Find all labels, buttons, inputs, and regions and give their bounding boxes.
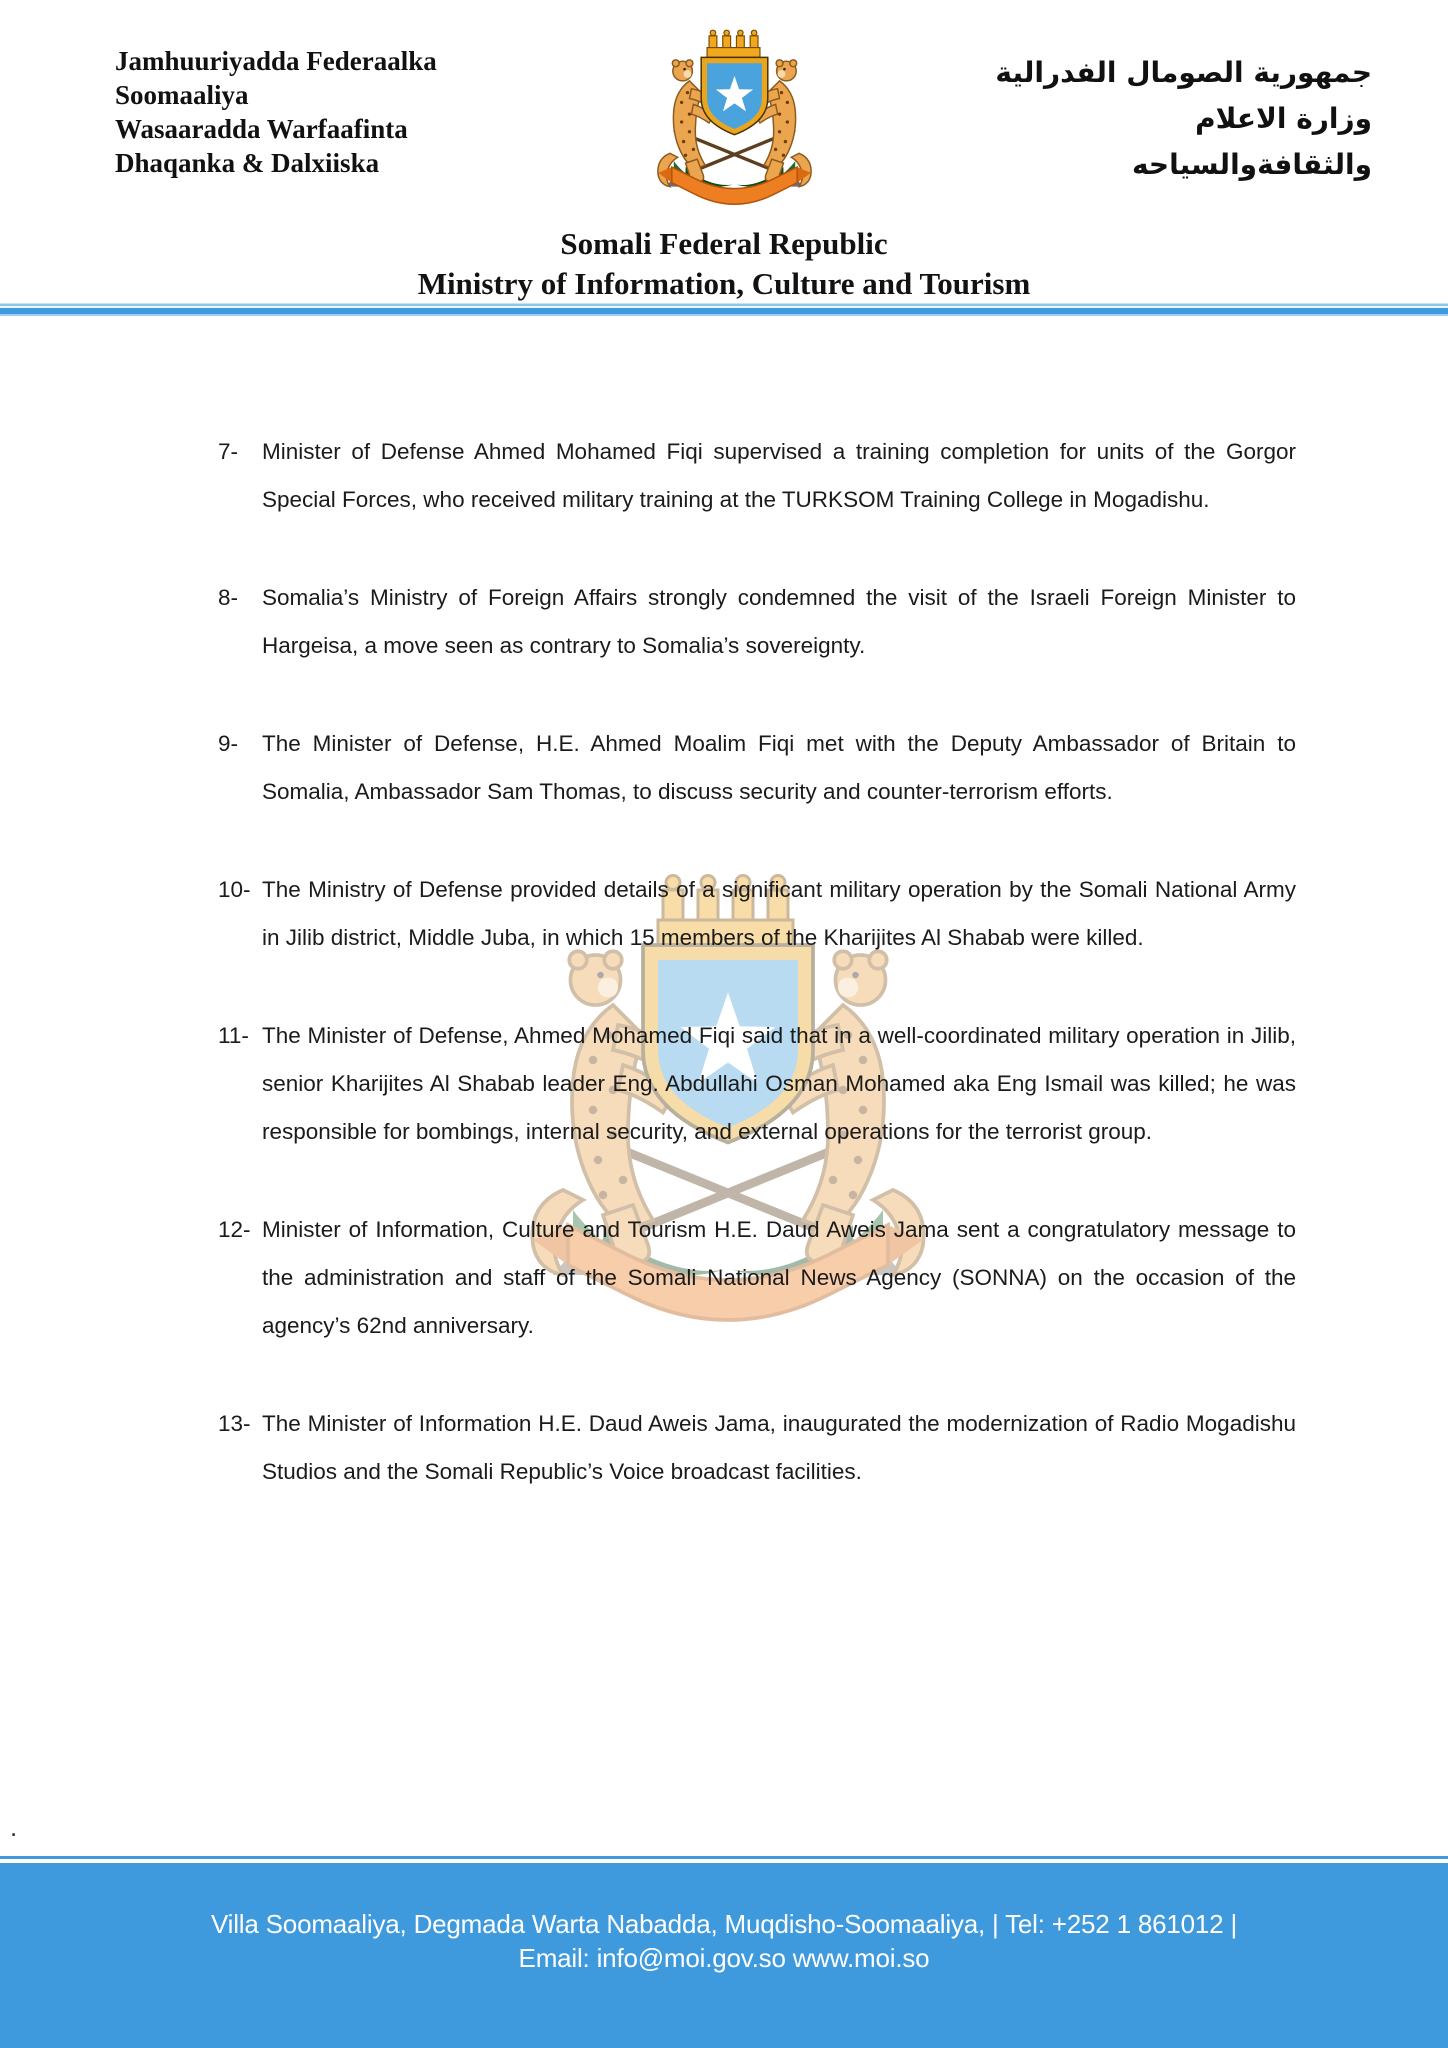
bulletin-number: 9- [218,731,239,756]
bulletin-item [218,574,1296,670]
letterhead-arabic-line: والثقافةوالسياحه [1131,148,1372,181]
bulletin-number: 13- [218,1411,251,1436]
title-ministry: Ministry of Information, Culture and Tourism [417,266,1031,301]
bulletin-item [218,428,1296,524]
letterhead-arabic-line: جمهورية الصومال الفدرالية [995,56,1372,89]
bulletin-text: Minister of Information, Culture and Tourism H.E. Daud Aweis Jama sent a congratulatory message to the administration and staff of the Somali National News Agency (SONNA) on the occasion of the agency’s 62nd anniversary. [262,1217,1296,1338]
letterhead-line: Dhaqanka & Dalxiiska [115,148,380,178]
title-republic: Somali Federal Republic [560,226,888,261]
letterhead-line: Jamhuuriyadda Federaalka [115,46,437,76]
bulletin-item [218,866,1296,962]
bulletin-text: The Ministry of Defense provided details of a significant military operation by the Somali National Army in Jilib district, Middle Juba, in which 15 members of the Kharijites Al Shabab were killed. [262,877,1296,950]
bulletin-number: 10- [218,877,251,902]
coat-of-arms-icon [617,24,852,220]
stray-scan-mark: . [10,1812,18,1842]
letterhead-line: Soomaaliya [115,80,249,110]
letterhead-line: Wasaaradda Warfaafinta [115,114,408,144]
footer-address-line: Villa Soomaaliya, Degmada Warta Nabadda, Muqdisho-Soomaaliya, | Tel: +252 1 861012 | [210,1909,1238,1939]
letterhead-somali-block [115,44,437,180]
bulletin-item [218,1400,1296,1496]
footer-band [0,1863,1448,2048]
bulletin-number: 12- [218,1217,251,1242]
letterhead-arabic-line: وزارة الاعلام [1195,102,1372,135]
bulletin-item [218,720,1296,816]
bulletin-number: 8- [218,585,239,610]
footer-email-line: Email: info@moi.gov.so www.moi.so [518,1943,930,1973]
bulletin-item [218,1206,1296,1350]
bulletin-text: Somalia’s Ministry of Foreign Affairs strongly condemned the visit of the Israeli Foreign Minister to Hargeisa, a move seen as contrary to Somalia’s sovereignty. [262,585,1296,658]
bulletin-text: The Minister of Defense, H.E. Ahmed Moalim Fiqi met with the Deputy Ambassador of Britain to Somalia, Ambassador Sam Thomas, to discuss security and counter-terrorism efforts. [262,731,1296,804]
footer-divider-rule [0,1856,1448,1859]
bulletin-text: The Minister of Information H.E. Daud Aweis Jama, inaugurated the modernization of Radio Mogadishu Studios and the Somali Republic’s Voice broadcast facilities. [262,1411,1296,1484]
bulletin-text: The Minister of Defense, Ahmed Mohamed Fiqi said that in a well-coordinated military operation in Jilib, senior Kharijites Al Shabab leader Eng. Abdullahi Osman Mohamed aka Eng Ismail was killed; he was responsible for bombings, internal security, and external operations for the terrorist group. [262,1023,1296,1144]
bulletin-number: 7- [218,439,239,464]
bulletin-item [218,1012,1296,1156]
bulletin-number: 11- [218,1023,249,1048]
ministry-title [0,224,1448,304]
letterhead-arabic-block [995,50,1372,188]
bulletin-text: Minister of Defense Ahmed Mohamed Fiqi supervised a training completion for units of the Gorgor Special Forces, who received military training at the TURKSOM Training College in Mogadishu. [262,439,1296,512]
bulletin-list [218,428,1296,1546]
header-divider-rule [0,303,1448,318]
footer-contact-block [0,1863,1448,1975]
